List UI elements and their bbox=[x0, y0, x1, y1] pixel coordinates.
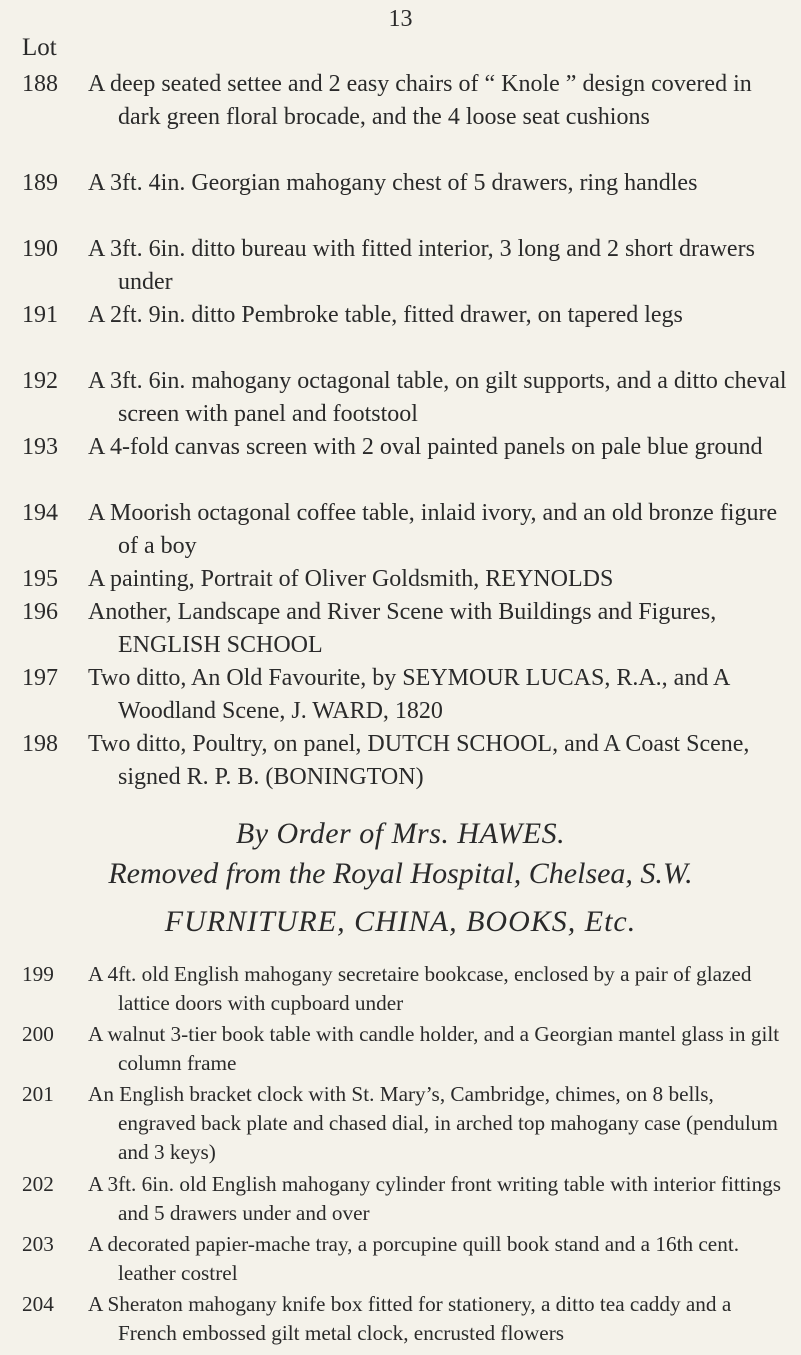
lot-number: 189 bbox=[22, 170, 58, 196]
lot-number: 203 bbox=[22, 1232, 54, 1256]
lot-entry bbox=[22, 1290, 787, 1348]
lot-number: 197 bbox=[22, 665, 58, 691]
lot-description: A 3ft. 6in. mahogany octagonal table, on gilt supports, and a ditto cheval screen with panel and footstool bbox=[88, 368, 787, 427]
lot-number: 194 bbox=[22, 500, 58, 526]
removed-from-heading: Removed from the Royal Hospital, Chelsea, S.W. bbox=[108, 857, 693, 890]
lot-description: An English bracket clock with St. Mary’s, Cambridge, chimes, on 8 bells, engraved back plate and chased dial, in arched top mahogany case (pendulum and 3 keys) bbox=[88, 1082, 778, 1165]
lot-description: Two ditto, An Old Favourite, by SEYMOUR LUCAS, R.A., and A Woodland Scene, J. WARD, 1820 bbox=[88, 665, 730, 724]
sale-order-heading: By Order of Mrs. HAWES. bbox=[235, 817, 566, 850]
lot-entry bbox=[22, 233, 787, 299]
lot-description: A 3ft. 6in. old English mahogany cylinder front writing table with interior fittings and 5 drawers under and over bbox=[88, 1172, 782, 1226]
lot-entry bbox=[22, 1230, 787, 1288]
category-heading: FURNITURE, CHINA, BOOKS, Etc. bbox=[164, 905, 637, 938]
lot-number: 191 bbox=[22, 302, 58, 328]
lot-description: A walnut 3-tier book table with candle holder, and a Georgian mantel glass in gilt column frame bbox=[88, 1022, 780, 1076]
lot-entry bbox=[22, 960, 787, 1018]
lot-entry bbox=[22, 1020, 787, 1078]
lot-entry bbox=[22, 596, 787, 662]
lot-number: 199 bbox=[22, 962, 54, 986]
lot-description: Two ditto, Poultry, on panel, DUTCH SCHOOL, and A Coast Scene, signed R. P. B. (BONINGTON) bbox=[88, 731, 750, 790]
lot-number: 202 bbox=[22, 1172, 54, 1196]
lot-description: A 4ft. old English mahogany secretaire bookcase, enclosed by a pair of glazed lattice doors with cupboard under bbox=[88, 962, 752, 1016]
lot-entry bbox=[22, 365, 787, 431]
lot-description: A 4-fold canvas screen with 2 oval painted panels on pale blue ground bbox=[88, 434, 763, 460]
lot-description: Another, Landscape and River Scene with Buildings and Figures, ENGLISH SCHOOL bbox=[88, 599, 717, 658]
lot-entry bbox=[22, 728, 787, 794]
lot-entry bbox=[22, 431, 787, 464]
lot-number: 195 bbox=[22, 566, 58, 592]
lot-description: A Sheraton mahogany knife box fitted for stationery, a ditto tea caddy and a French embossed gilt metal clock, encrusted flowers bbox=[88, 1292, 732, 1346]
lot-number: 200 bbox=[22, 1022, 54, 1046]
lot-number: 188 bbox=[22, 71, 58, 97]
lot-number: 190 bbox=[22, 236, 58, 262]
lot-description: A decorated papier-mache tray, a porcupine quill book stand and a 16th cent. leather costrel bbox=[88, 1232, 740, 1286]
lot-number: 192 bbox=[22, 368, 58, 394]
page-number: 13 bbox=[388, 6, 413, 32]
lot-number: 201 bbox=[22, 1082, 54, 1106]
lot-number: 204 bbox=[22, 1292, 54, 1316]
lot-entry bbox=[22, 563, 787, 596]
lot-number: 198 bbox=[22, 731, 58, 757]
lot-number: 193 bbox=[22, 434, 58, 460]
lot-description: A 3ft. 4in. Georgian mahogany chest of 5 drawers, ring handles bbox=[88, 170, 698, 196]
lot-entry bbox=[22, 1080, 787, 1168]
lot-entry bbox=[22, 68, 787, 134]
lot-description: A 3ft. 6in. ditto bureau with fitted interior, 3 long and 2 short drawers under bbox=[88, 236, 755, 295]
lot-description: A Moorish octagonal coffee table, inlaid ivory, and an old bronze figure of a boy bbox=[88, 500, 778, 559]
lot-column-header: Lot bbox=[22, 34, 57, 61]
lot-entry bbox=[22, 299, 787, 332]
lot-entry bbox=[22, 1170, 787, 1228]
lot-description: A painting, Portrait of Oliver Goldsmith, REYNOLDS bbox=[88, 566, 614, 592]
lot-description: A deep seated settee and 2 easy chairs of “ Knole ” design covered in dark green floral brocade, and the 4 loose seat cushions bbox=[88, 71, 752, 130]
lot-entry bbox=[22, 167, 787, 200]
lot-entry bbox=[22, 662, 787, 728]
lot-description: A 2ft. 9in. ditto Pembroke table, fitted drawer, on tapered legs bbox=[88, 302, 683, 328]
lot-entry bbox=[22, 497, 787, 563]
lot-number: 196 bbox=[22, 599, 58, 625]
